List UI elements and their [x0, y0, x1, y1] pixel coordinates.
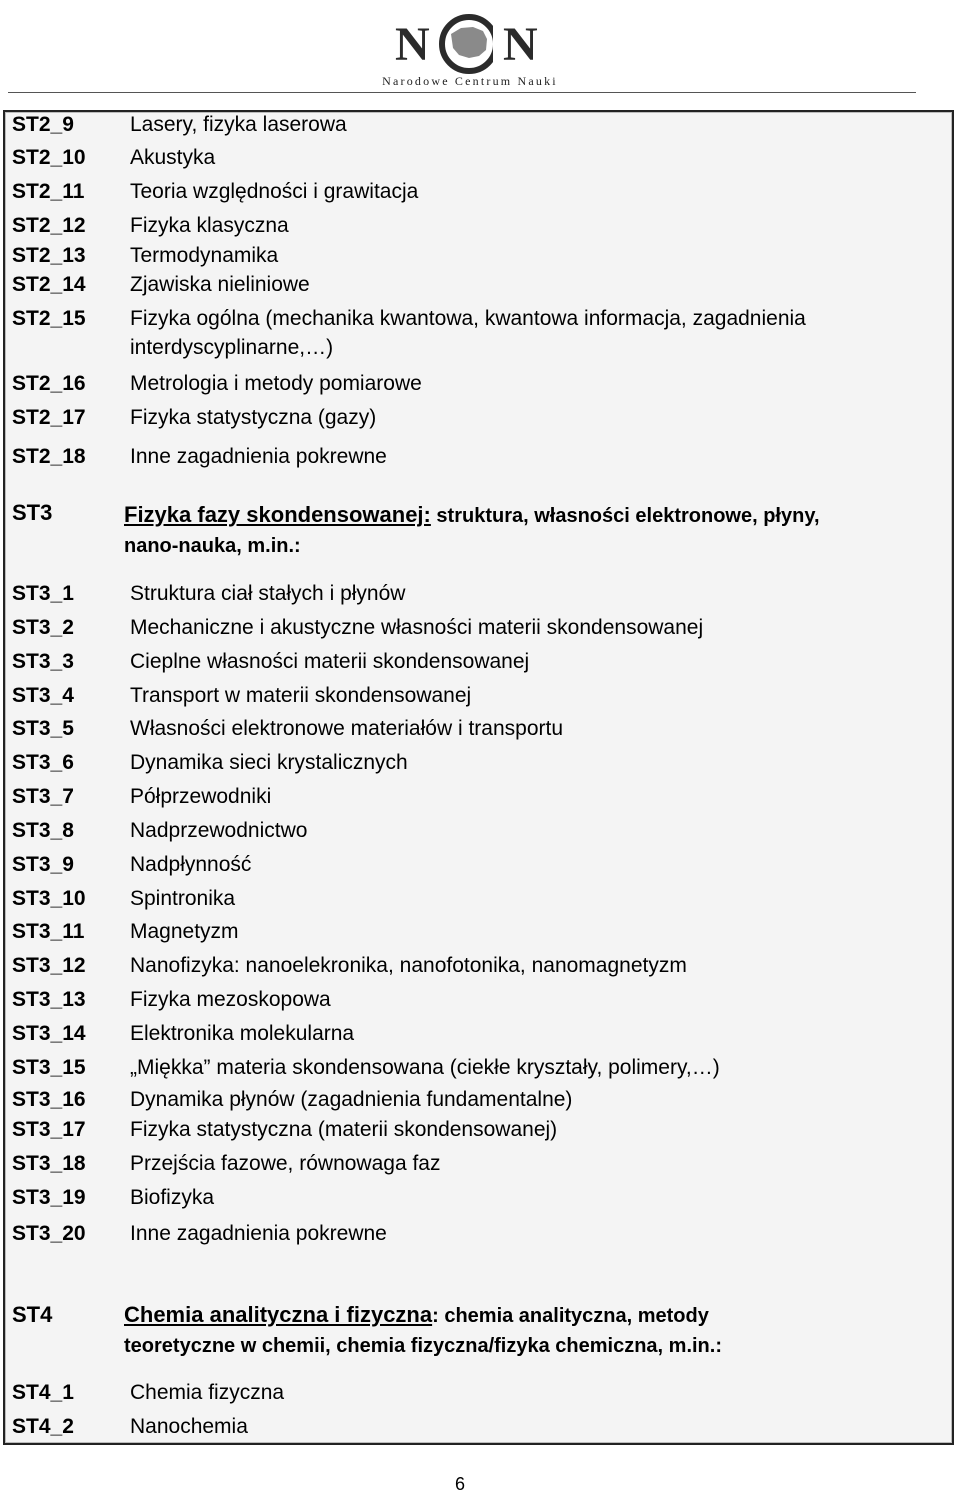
- item-code: ST4_2: [12, 1415, 74, 1438]
- item-code: ST4_1: [12, 1381, 74, 1404]
- item-label: Elektronika molekularna: [130, 1022, 355, 1045]
- item-label: Nadprzewodnictwo: [130, 819, 308, 842]
- section-title-line2: teoretyczne w chemii, chemia fizyczna/fizyka chemiczna, m.in.:: [124, 1335, 722, 1357]
- item-code: ST3_9: [12, 853, 74, 876]
- item-label: Nanochemia: [130, 1415, 248, 1438]
- item-label: Fizyka mezoskopowa: [130, 988, 331, 1011]
- section-title-main: Chemia analityczna i fizyczna: [124, 1302, 433, 1327]
- item-label: Fizyka ogólna (mechanika kwantowa, kwantowa informacja, zagadnienia: [130, 307, 806, 330]
- svg-text:N: N: [503, 18, 538, 71]
- item-code: ST3_18: [12, 1152, 86, 1175]
- item-code: ST3_19: [12, 1186, 86, 1209]
- item-code: ST3_7: [12, 785, 74, 808]
- item-code: ST3_5: [12, 717, 74, 740]
- item-label: Inne zagadnienia pokrewne: [130, 445, 387, 468]
- section-title: [124, 1300, 949, 1361]
- item-label: Zjawiska nieliniowe: [130, 273, 310, 296]
- item-label: Fizyka statystyczna (gazy): [130, 406, 377, 429]
- logo-caption: Narodowe Centrum Nauki: [382, 74, 558, 88]
- item-label-continued: interdyscyplinarne,…): [130, 336, 334, 359]
- item-label: Nanofizyka: nanoelekronika, nanofotonika, nanomagnetyzm: [130, 954, 687, 977]
- item-code: ST3_15: [12, 1056, 86, 1079]
- item-code: ST3_13: [12, 988, 86, 1011]
- item-label: Transport w materii skondensowanej: [130, 684, 472, 707]
- item-code: ST3_16: [12, 1088, 86, 1111]
- item-label: Biofizyka: [130, 1186, 215, 1209]
- item-code: ST3_2: [12, 616, 74, 639]
- item-label: Teoria względności i grawitacja: [130, 180, 419, 203]
- section-title: [124, 500, 949, 561]
- item-label: Metrologia i metody pomiarowe: [130, 372, 422, 395]
- item-code: ST2_10: [12, 146, 86, 169]
- item-code: ST3_12: [12, 954, 86, 977]
- item-code: ST2_12: [12, 214, 86, 237]
- section-title-main: Fizyka fazy skondensowanej:: [124, 502, 431, 527]
- item-label: Struktura ciał stałych i płynów: [130, 582, 406, 605]
- item-label: Przejścia fazowe, równowaga faz: [130, 1152, 441, 1175]
- section-code: ST4: [12, 1302, 53, 1327]
- item-label: Termodynamika: [130, 244, 279, 267]
- item-code: ST3_1: [12, 582, 74, 605]
- item-label: Spintronika: [130, 887, 236, 910]
- item-code: ST2_13: [12, 244, 86, 267]
- item-label: Fizyka klasyczna: [130, 214, 289, 237]
- item-code: ST2_15: [12, 307, 86, 330]
- item-label: Magnetyzm: [130, 920, 239, 943]
- item-code: ST3_14: [12, 1022, 86, 1045]
- item-label: Lasery, fizyka laserowa: [130, 113, 347, 136]
- item-code: ST3_6: [12, 751, 74, 774]
- header-divider: [8, 92, 916, 93]
- item-label: Nadpłynność: [130, 853, 252, 876]
- item-code: ST3_11: [12, 920, 85, 943]
- item-code: ST2_11: [12, 180, 85, 203]
- item-label: Dynamika sieci krystalicznych: [130, 751, 408, 774]
- item-code: ST2_14: [12, 273, 86, 296]
- item-code: ST2_18: [12, 445, 86, 468]
- section-title-line2: nano-nauka, m.in.:: [124, 535, 301, 557]
- page-number: 6: [454, 1474, 465, 1494]
- section-title-rest: : chemia analityczna, metody: [432, 1305, 709, 1327]
- item-code: ST3_20: [12, 1222, 86, 1245]
- section-title-rest: struktura, własności elektronowe, płyny,: [430, 505, 820, 527]
- item-label: Akustyka: [130, 146, 216, 169]
- item-code: ST2_17: [12, 406, 86, 429]
- item-label: Inne zagadnienia pokrewne: [130, 1222, 387, 1245]
- item-code: ST3_10: [12, 887, 86, 910]
- item-label: „Miękka” materia skondensowana (ciekłe kryształy, polimery,…): [130, 1056, 720, 1079]
- item-label: Własności elektronowe materiałów i transportu: [130, 717, 564, 740]
- item-label: Fizyka statystyczna (materii skondensowanej): [130, 1118, 558, 1141]
- section-code: ST3: [12, 500, 53, 525]
- ncn-logo-mark: [365, 8, 575, 78]
- item-label: Mechaniczne i akustyczne własności materii skondensowanej: [130, 616, 704, 639]
- item-label: Cieplne własności materii skondensowanej: [130, 650, 530, 673]
- item-code: ST2_9: [12, 113, 74, 136]
- svg-text:N: N: [395, 18, 430, 71]
- item-label: Chemia fizyczna: [130, 1381, 285, 1404]
- item-code: ST3_8: [12, 819, 74, 842]
- item-code: ST2_16: [12, 372, 86, 395]
- item-label: Dynamika płynów (zagadnienia fundamentalne): [130, 1088, 573, 1111]
- item-label: Półprzewodniki: [130, 785, 272, 808]
- item-code: ST3_17: [12, 1118, 86, 1141]
- item-code: ST3_4: [12, 684, 74, 707]
- item-code: ST3_3: [12, 650, 74, 673]
